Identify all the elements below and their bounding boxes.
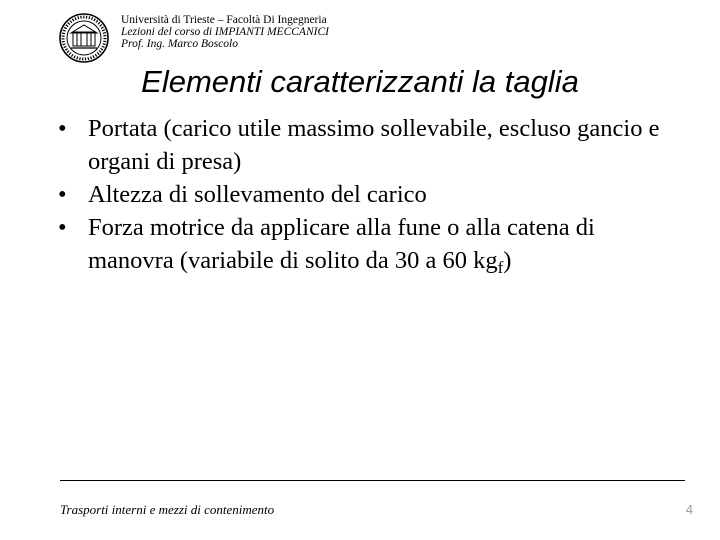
footer-course-title: Trasporti interni e mezzi di contenimento bbox=[60, 502, 275, 517]
page-number: 4 bbox=[685, 502, 693, 517]
bullet-item bbox=[58, 211, 678, 277]
bullet-item bbox=[58, 112, 678, 178]
footer-divider bbox=[60, 480, 685, 481]
bullet-list bbox=[58, 112, 678, 277]
university-line: Università di Trieste – Facoltà Di Ingegneria bbox=[121, 14, 327, 26]
bullet-text: Altezza di sollevamento del carico bbox=[88, 181, 427, 208]
slide-title: Elementi caratterizzanti la taglia bbox=[141, 64, 579, 99]
bullet-dot: • bbox=[58, 115, 67, 142]
professor-line: Prof. Ing. Marco Boscolo bbox=[121, 38, 239, 50]
course-line: Lezioni del corso di IMPIANTI MECCANICI bbox=[121, 26, 329, 38]
bullet-text: Portata (carico utile massimo sollevabile, escluso gancio e organi di presa) bbox=[88, 115, 660, 175]
bullet-item bbox=[58, 178, 678, 211]
bullet-text: Forza motrice da applicare alla fune o alla catena di manovra (variabile di solito da 30 a 60 kg bbox=[88, 214, 595, 274]
force-unit-subscript: f bbox=[497, 258, 504, 277]
bullet-dot: • bbox=[58, 214, 67, 241]
university-seal-icon bbox=[58, 12, 110, 64]
bullet-dot: • bbox=[58, 181, 67, 208]
bullet-text-end: ) bbox=[503, 247, 512, 274]
course-header bbox=[121, 14, 329, 50]
